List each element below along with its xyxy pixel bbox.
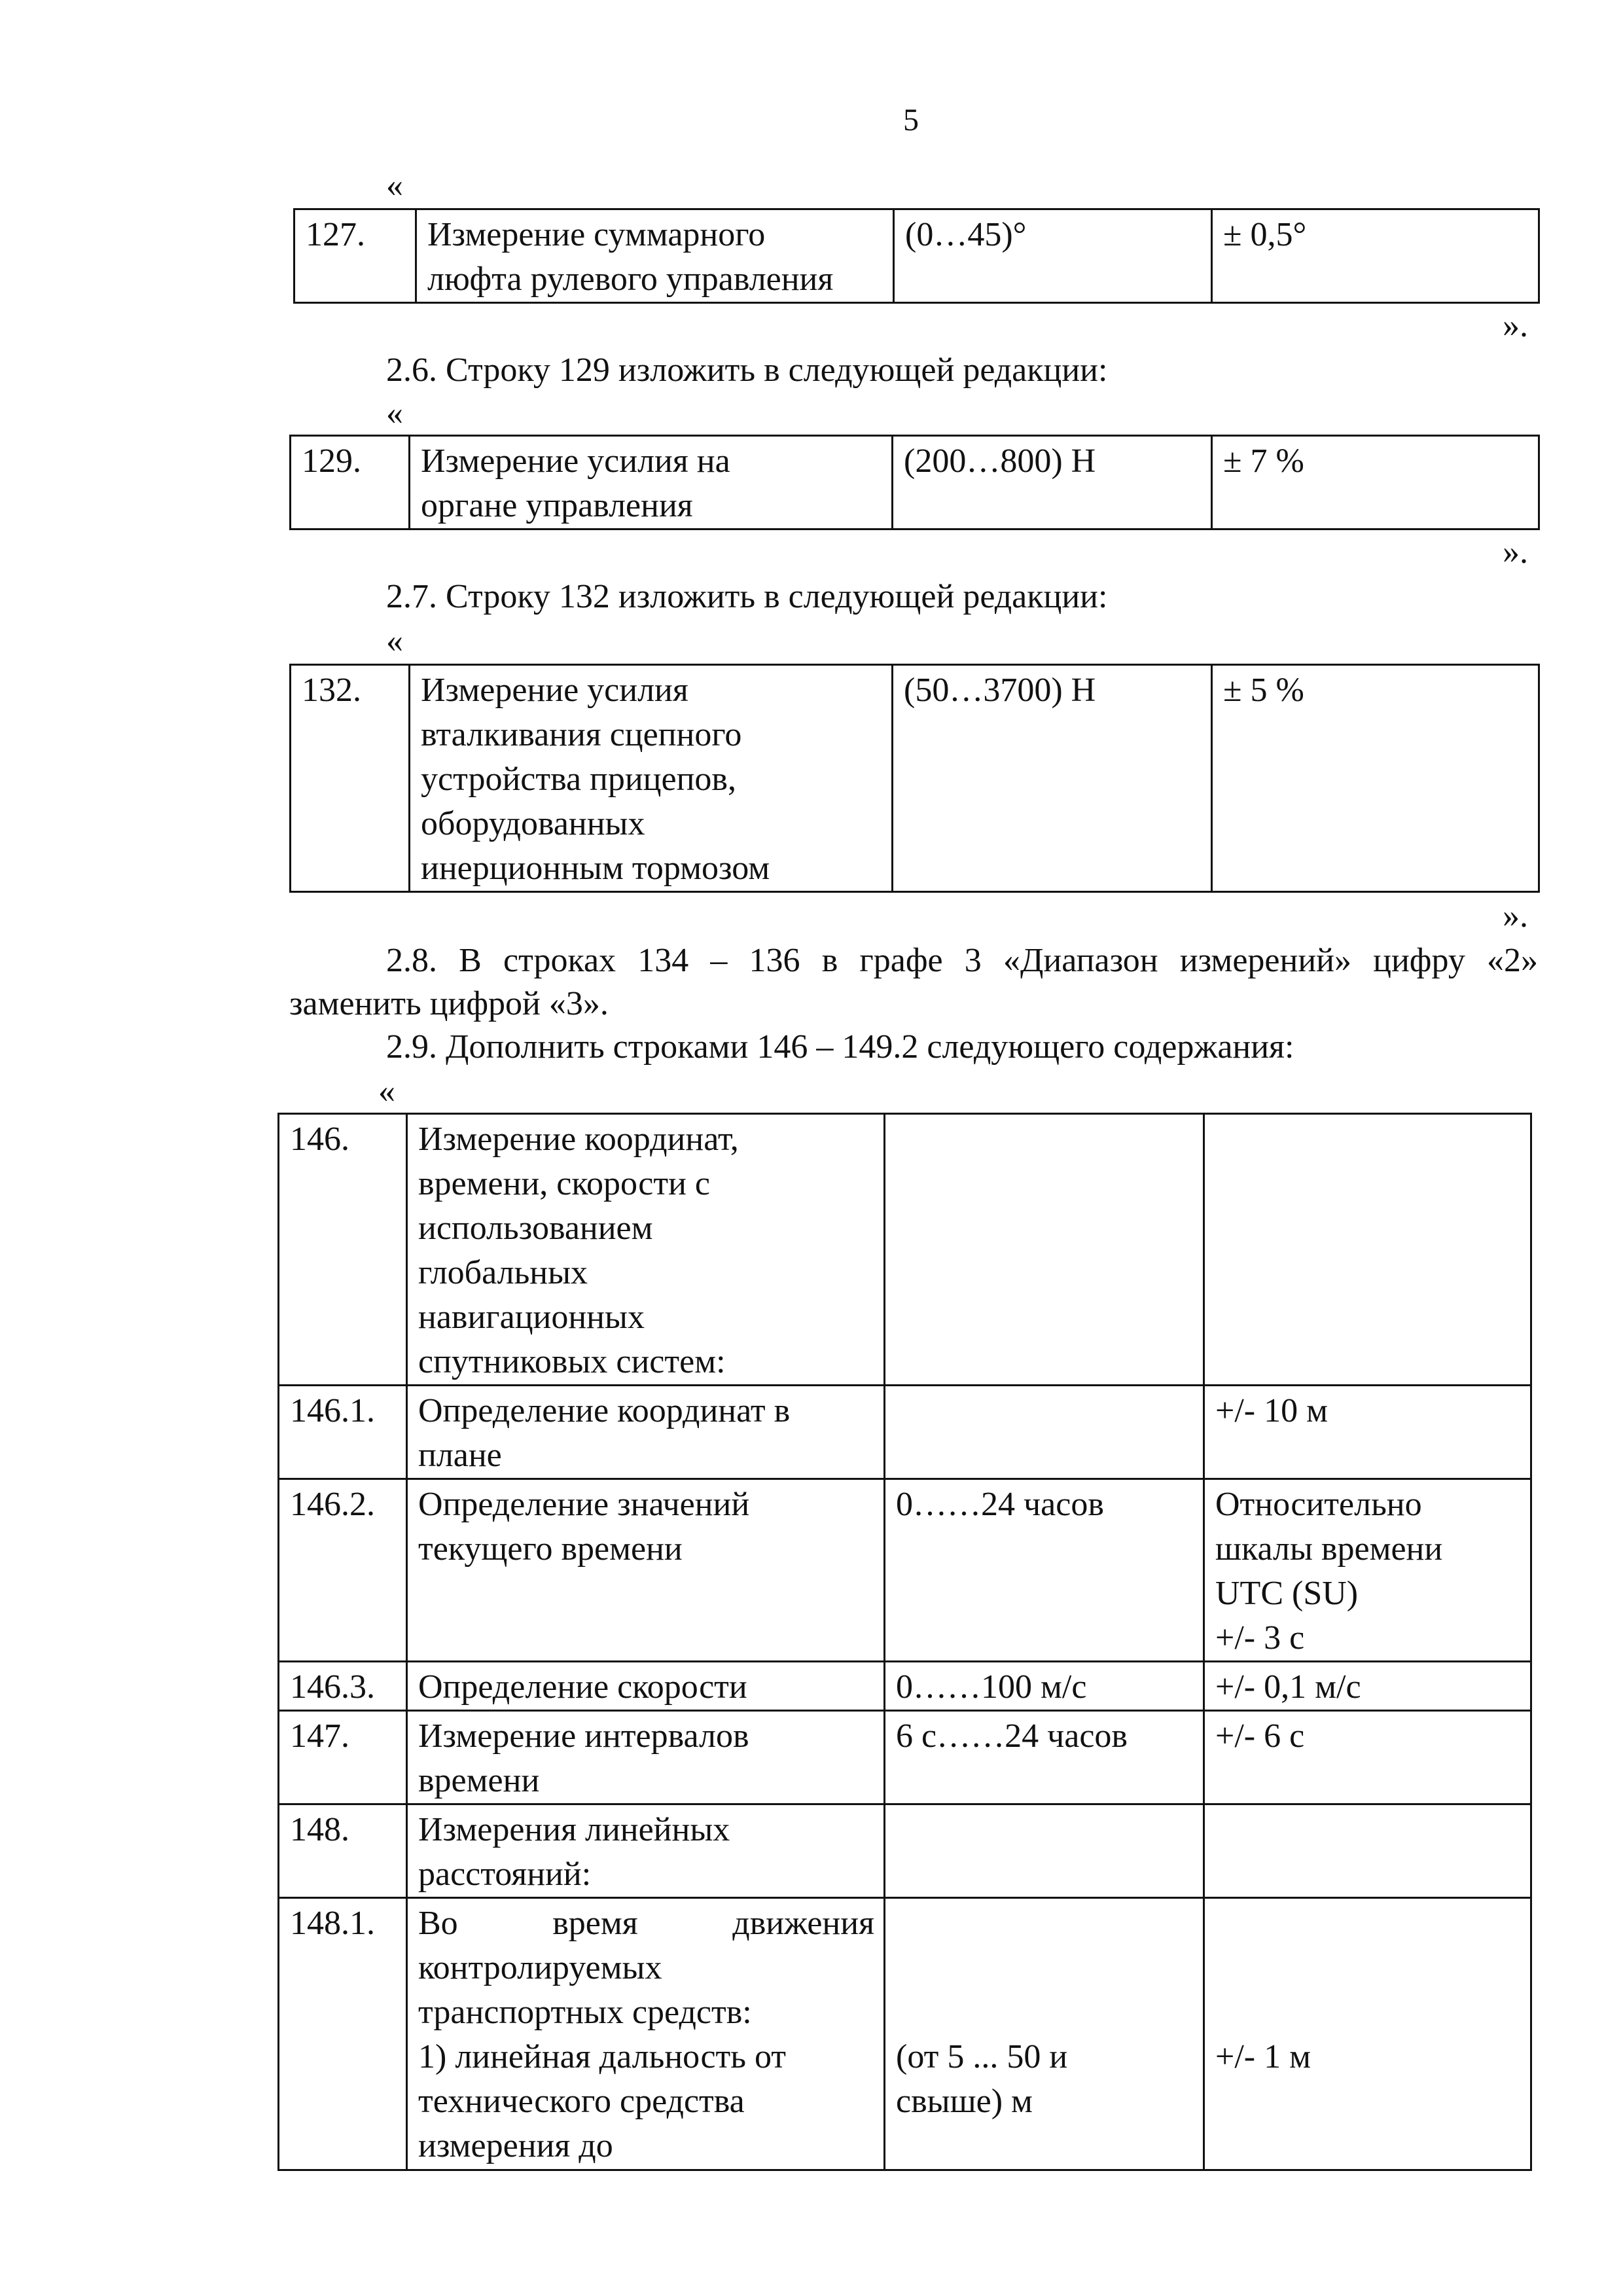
paragraph-2-9: 2.9. Дополнить строками 146 – 149.2 следующего содержания: [386,1028,1294,1066]
table-row [279,1662,1531,1711]
paragraph-2-8-line-1: 2.8. В строках 134 – 136 в графе 3 «Диапазон измерений» цифру «2» [386,942,1538,979]
row-accuracy [1204,1114,1531,1386]
row-number: 146.1. [279,1386,407,1479]
table-row [279,1804,1531,1898]
table-rows-146-148 [277,1113,1532,2171]
paragraph-2-6: 2.6. Строку 129 изложить в следующей редакции: [386,351,1108,389]
open-quote: « [386,622,403,660]
row-description: Измерение усилия вталкивания сцепного устройства прицепов, оборудованных инерционным тормозом [410,665,893,892]
row-description: Определение значений текущего времени [407,1479,885,1662]
row-number: 148.1. [279,1898,407,2170]
row-number: 127. [294,209,416,303]
row-description: Измерение усилия на органе управления [410,436,893,529]
row-accuracy: Относительно шкалы времени UTC (SU) +/- 3 с [1204,1479,1531,1662]
row-description: Определение скорости [407,1662,885,1711]
close-quote: ». [1503,897,1528,935]
row-range: 0……100 м/с [885,1662,1204,1711]
row-accuracy: ± 5 % [1212,665,1539,892]
row-accuracy [1204,1804,1531,1898]
paragraph-2-7: 2.7. Строку 132 изложить в следующей редакции: [386,578,1108,615]
row-range [885,1804,1204,1898]
row-number: 129. [291,436,410,529]
row-accuracy: +/- 6 с [1204,1711,1531,1804]
row-accuracy: +/- 10 м [1204,1386,1531,1479]
row-accuracy: ± 7 % [1212,436,1539,529]
row-number: 146. [279,1114,407,1386]
row-number: 147. [279,1711,407,1804]
row-range [885,1114,1204,1386]
row-range: 6 с……24 часов [885,1711,1204,1804]
row-description: Измерение суммарного люфта рулевого управления [416,209,894,303]
row-description: Определение координат в плане [407,1386,885,1479]
table-row [279,1386,1531,1479]
row-accuracy: ± 0,5° [1212,209,1539,303]
row-description: Измерение координат, времени, скорости с использованием глобальных навигационных спутниковых систем: [407,1114,885,1386]
row-range: (200…800) Н [893,436,1212,529]
row-number: 146.2. [279,1479,407,1662]
row-accuracy: +/- 0,1 м/с [1204,1662,1531,1711]
row-number: 132. [291,665,410,892]
row-description: Во время движения контролируемых транспортных средств: 1) линейная дальность от технического средства измерения до [407,1898,885,2170]
row-number: 146.3. [279,1662,407,1711]
page-number: 5 [903,103,919,137]
table-row-129 [289,435,1540,530]
open-quote: « [386,167,403,204]
row-range: (0…45)° [894,209,1212,303]
table-row-127 [293,208,1540,304]
table-row [279,1711,1531,1804]
table-row [279,1898,1531,2170]
close-quote: ». [1503,533,1528,571]
row-number: 148. [279,1804,407,1898]
row-range: (от 5 ... 50 и свыше) м [885,1898,1204,2170]
row-range: (50…3700) Н [893,665,1212,892]
table-row [279,1479,1531,1662]
open-quote: « [386,395,403,432]
row-accuracy: +/- 1 м [1204,1898,1531,2170]
row-range [885,1386,1204,1479]
row-range: 0……24 часов [885,1479,1204,1662]
open-quote: « [378,1073,395,1110]
row-description: Измерение интервалов времени [407,1711,885,1804]
close-quote: ». [1503,307,1528,344]
row-description: Измерения линейных расстояний: [407,1804,885,1898]
paragraph-2-8-line-2: заменить цифрой «3». [289,985,609,1022]
table-row-132 [289,664,1540,893]
table-row [279,1114,1531,1386]
